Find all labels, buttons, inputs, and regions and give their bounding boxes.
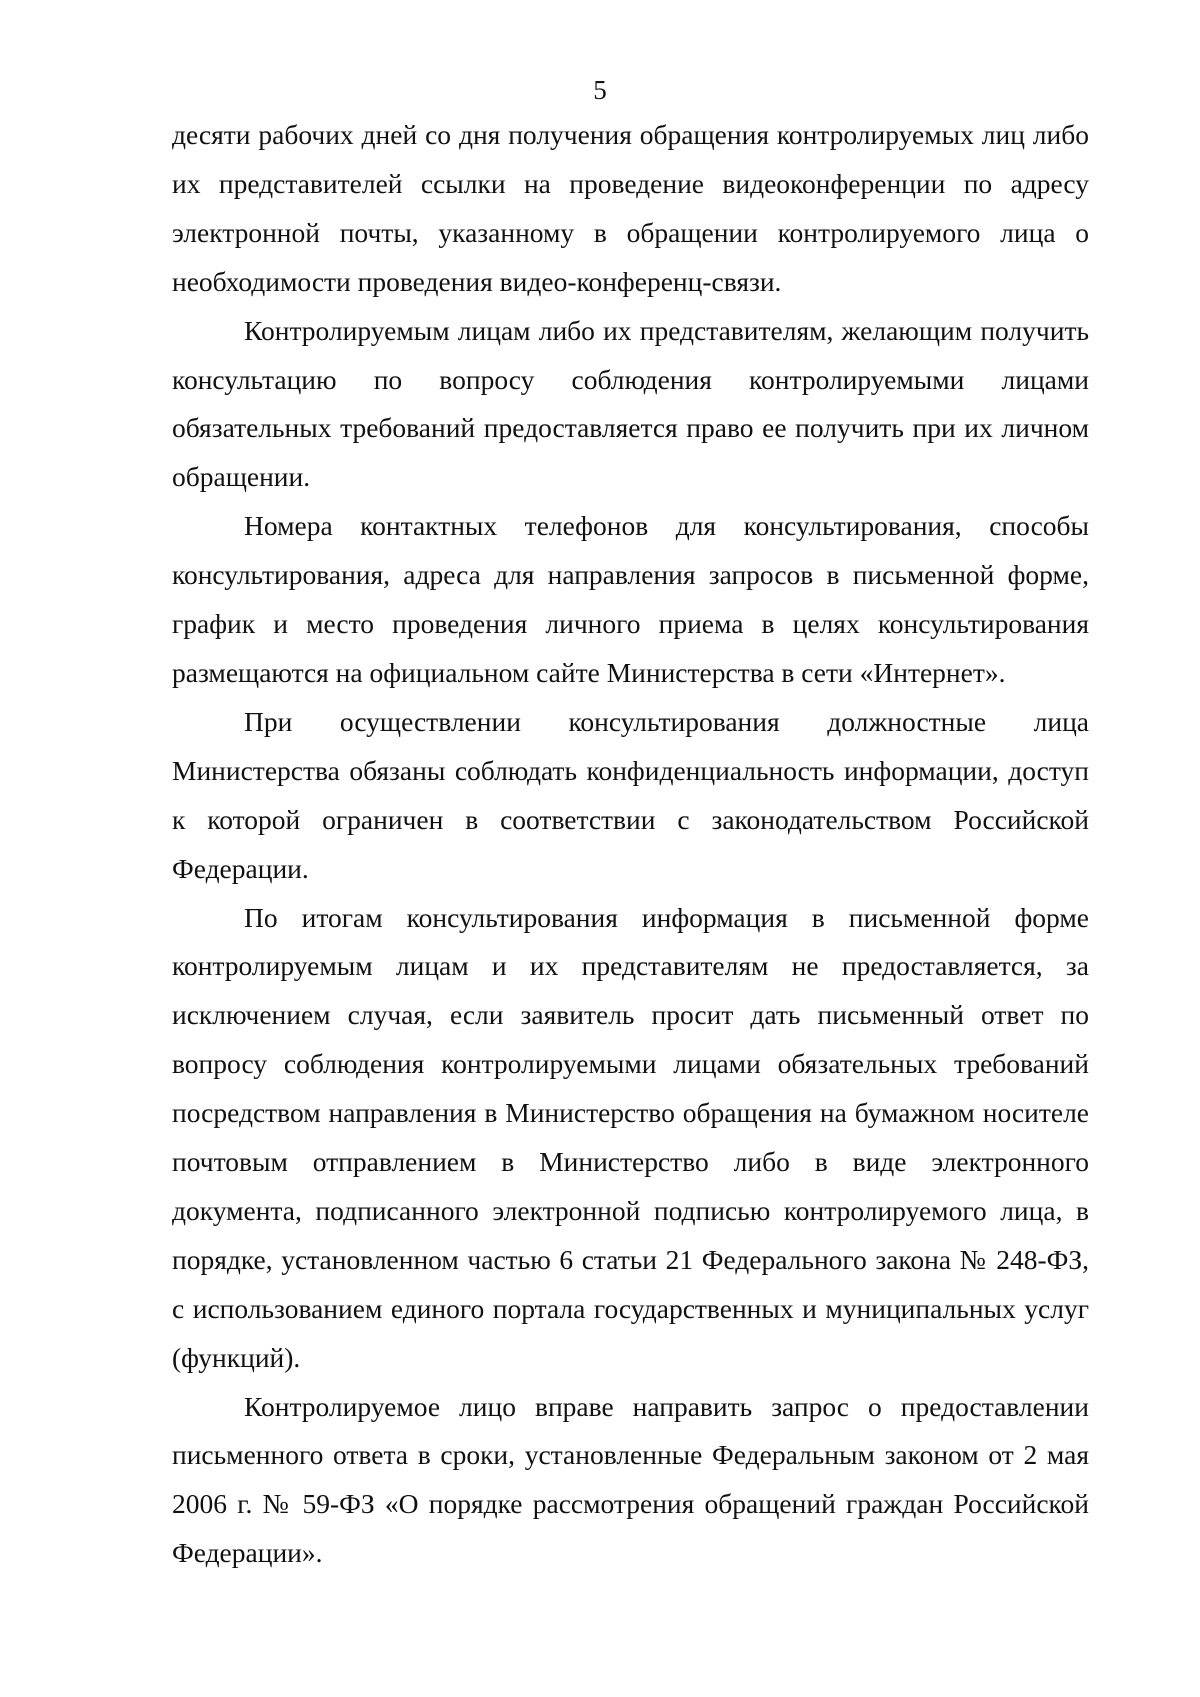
paragraph-written-answer: По итогам консультирования информация в письменной форме контролируемым лицам и их представителям не предоставляется, за исключением случая, если заявитель просит дать письменный ответ по вопросу соблюдения контролируемыми лицами обязательных требований посредством направления в Министерство обращения на бумажном носителе почтовым отправлением в Министерство либо в виде электронного документа, подписанного электронной подписью контролируемого лица, в порядке, установленном частью 6 статьи 21 Федерального закона № 248-ФЗ, с использованием единого портала государственных и муниципальных услуг (функций). [172, 901, 1089, 1373]
paragraph-consultation-right: Контролируемым лицам либо их представителям, желающим получить консультацию по вопросу соблюдения контролируемыми лицами обязательных требований предоставляется право ее получить при их личном обращении. [172, 314, 1089, 493]
paragraph-contact-info: Номера контактных телефонов для консультирования, способы консультирования, адреса для направления запросов в письменной форме, график и место проведения личного приема в целях консультирования размещаются на официальном сайте Министерства в сети «Интернет». [172, 510, 1089, 688]
paragraph-continuation: десяти рабочих дней со дня получения обращения контролируемых лиц либо их представителей ссылки на проведение видеоконференции по адресу электронной почты, указанному в обращении контролируемого лица о необходимости проведения видео-конференц-связи. [172, 119, 1089, 297]
page-number: 5 [593, 75, 607, 105]
paragraph-request-rights: Контролируемое лицо вправе направить запрос о предоставлении письменного ответа в сроки, установленные Федеральным законом от 2 мая 2006 г. № 59-ФЗ «О порядке рассмотрения обращений граждан Российской Федерации». [172, 1390, 1089, 1569]
paragraph-confidentiality: При осуществлении консультирования должностные лица Министерства обязаны соблюдать конфиденциальность информации, доступ к которой ограничен в соответствии с законодательством Российской Федерации. [172, 705, 1089, 884]
document-body [172, 111, 1089, 1578]
